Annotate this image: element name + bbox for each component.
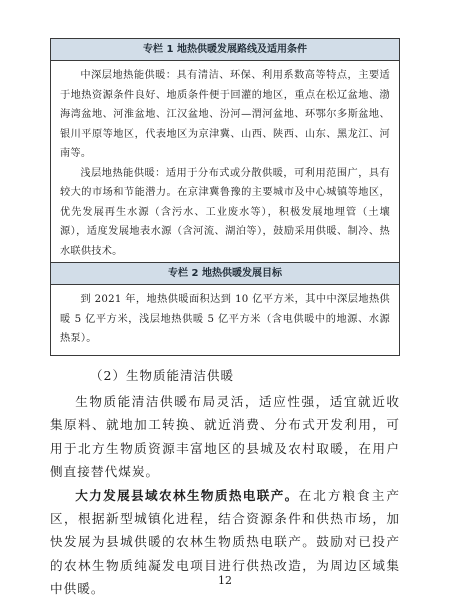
sidebar-box-2	[50, 262, 400, 356]
geothermal-shallow-paragraph: 浅层地热能供暖：适用于分布式或分散供暖，可利用范围广，具有较大的市场和节能潜力。在京津冀鲁豫的主要城市及中心城镇等地区，优先发展再生水源（含污水、工业废水等），积极发展地埋管（土壤源），适度发展地表水源（含河流、湖泊等），鼓励采用供暖、制冷、热水联供技术。	[60, 167, 390, 257]
sidebar-box-1-title: 专栏 1 地热供暖发展路线及适用条件	[51, 39, 399, 61]
page-number: 12	[218, 574, 232, 587]
geothermal-target-paragraph: 到 2021 年，地热供暖面积达到 10 亿平方米，其中中深层地热供暖 5 亿平方米，浅层地热供暖 5 亿平方米（含电供暖中的地源、水源热泵）。	[60, 294, 390, 344]
sidebar-box-2-title: 专栏 2 地热供暖发展目标	[51, 263, 399, 285]
section-body	[50, 390, 400, 601]
biomass-intro-paragraph: 生物质能清洁供暖布局灵活，适应性强，适宜就近收集原料、就地加工转换、就近消费、分布式开发利用，可用于北方生物质资源丰富地区的县城及农村取暖，在用户侧直接替代煤炭。	[50, 394, 400, 480]
sidebar-box-1	[50, 38, 400, 268]
biomass-chp-lead: 大力发展县域农林生物质热电联产。	[75, 487, 299, 503]
biomass-chp-text: 在北方粮食主产区，根据新型城镇化进程，结合资源条件和供热市场，加快发展为县城供暖的农林生物质热电联产。鼓励对已投产的农林生物质纯凝发电项目进行供热改造，为周边区域集中供暖。	[50, 487, 400, 597]
geothermal-deep-paragraph: 中深层地热能供暖：具有清洁、环保、利用系数高等特点，主要适于地热资源条件良好、地质条件便于回灌的地区，重点在松辽盆地、渤海湾盆地、河淮盆地、江汉盆地、汾河—渭河盆地、环鄂尔多斯盆地、银川平原等地区，代表地区为京津冀、山西、陕西、山东、黑龙江、河南等。	[60, 70, 390, 159]
sidebar-box-2-body	[51, 285, 399, 355]
section-heading: （2）生物质能清洁供暖	[90, 368, 234, 383]
sidebar-box-1-body	[51, 61, 399, 267]
